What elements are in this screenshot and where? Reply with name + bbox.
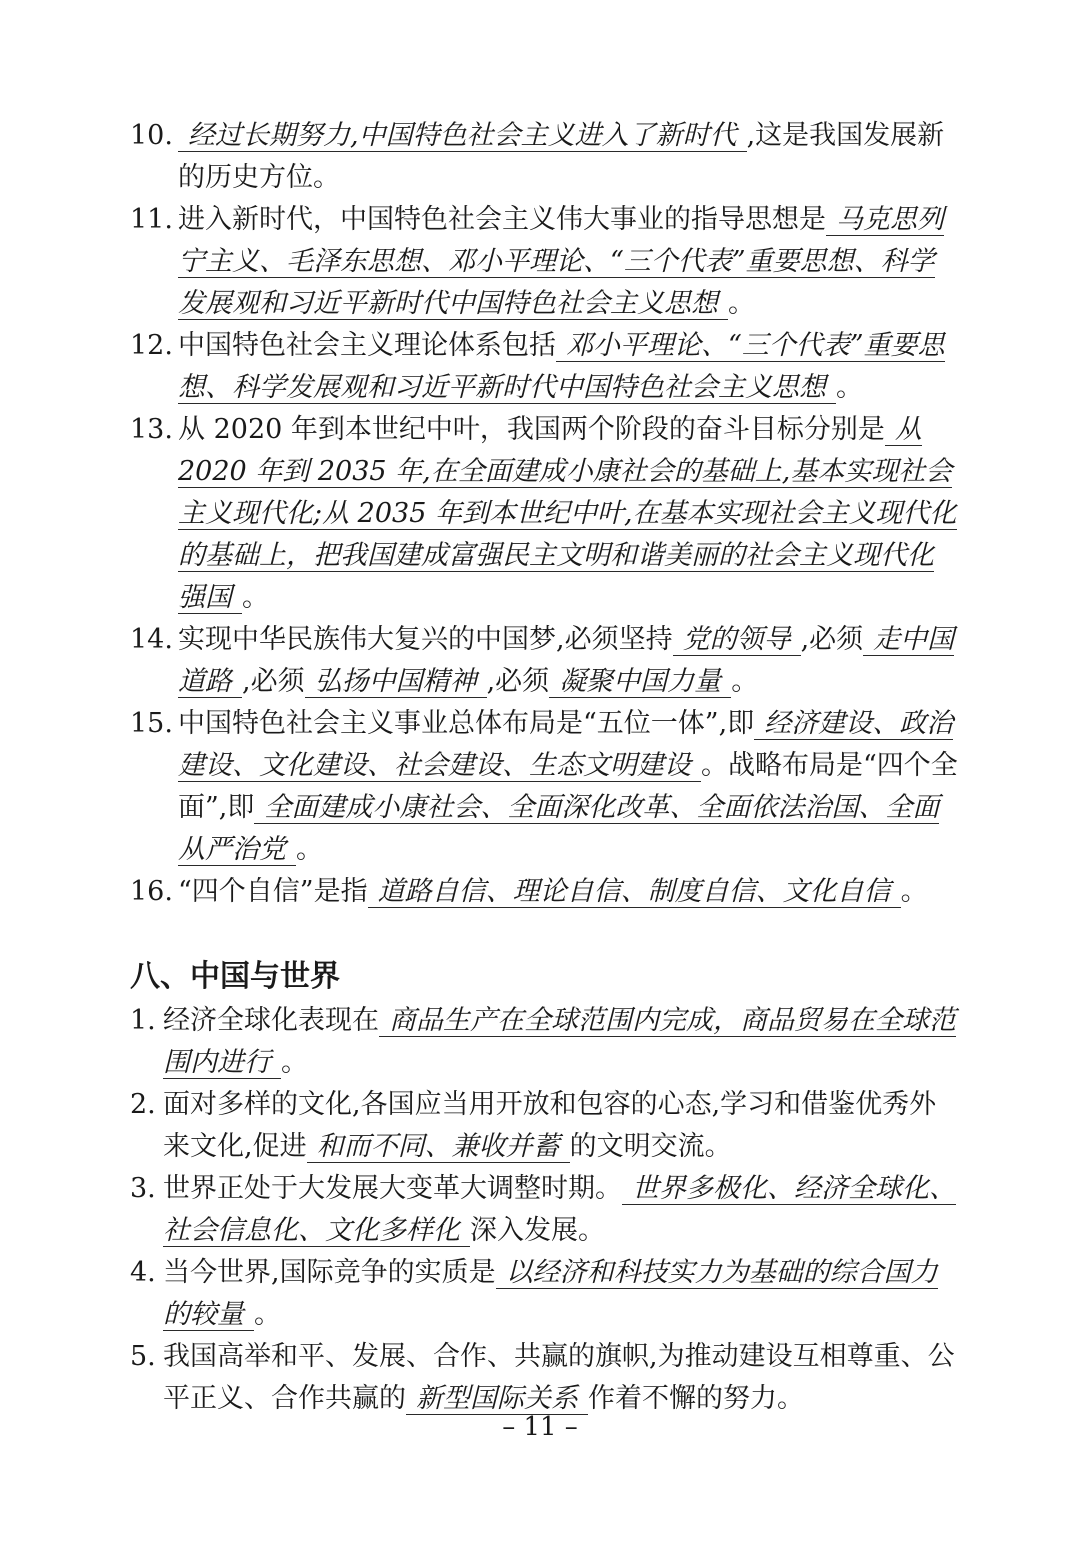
question-text: 。 [731, 666, 759, 697]
question-text: 。 [296, 834, 323, 865]
question-text: 经济全球化表现在 [163, 1005, 379, 1036]
item-number: 1. [130, 1005, 156, 1036]
question-text: 。 [254, 1299, 281, 1330]
item-number: 14. [130, 624, 173, 655]
question-item [130, 1000, 960, 1084]
page-number: – 11 – [502, 1412, 578, 1442]
question-item [130, 199, 960, 325]
item-number: 4. [130, 1257, 156, 1288]
question-text: 我国高举和平、发展、合作、共赢的旗帜,为推动建设互相尊重、公平正义、合作共赢的 [163, 1341, 955, 1414]
section-7-list [130, 115, 960, 913]
question-item [130, 1336, 960, 1420]
question-text: ,必须 [242, 666, 305, 697]
question-text: 中国特色社会主义事业总体布局是“五位一体”,即 [178, 708, 755, 739]
answer-blank: 以经济和科技实力为基础的综合国力的较量 [163, 1257, 938, 1330]
answer-blank: 马克思列宁主义、毛泽东思想、邓小平理论、“三个代表”重要思想、科学发展观和习近平新时代中国特色社会主义思想 [178, 204, 944, 319]
answer-blank: 经济建设、政治建设、文化建设、社会建设、生态文明建设 [178, 708, 954, 781]
question-text: 。 [900, 876, 928, 907]
question-text: “四个自信”是指 [178, 876, 368, 907]
question-text: 。 [281, 1047, 308, 1078]
answer-blank: 弘扬中国精神 [305, 666, 487, 698]
question-text: 。 [242, 582, 269, 613]
question-text: 当今世界,国际竞争的实质是 [163, 1257, 496, 1288]
question-item [130, 325, 960, 409]
answer-blank: 新型国际关系 [406, 1383, 588, 1415]
item-number: 2. [130, 1089, 156, 1120]
answer-blank: 走中国道路 [178, 624, 955, 697]
section-8-list [130, 1000, 960, 1420]
question-text: 面对多样的文化,各国应当用开放和包容的心态,学习和借鉴优秀外来文化,促进 [163, 1089, 937, 1162]
question-text: 实现中华民族伟大复兴的中国梦,必须坚持 [178, 624, 673, 655]
answer-blank: 和而不同、兼收并蓄 [307, 1131, 570, 1163]
question-item [130, 1084, 960, 1168]
item-number: 13. [130, 414, 173, 445]
item-number: 15. [130, 708, 173, 739]
question-text: ,这是我国发展新的历史方位。 [178, 120, 945, 193]
item-number: 3. [130, 1173, 156, 1204]
item-number: 16. [130, 876, 173, 907]
answer-blank: 从 2020 年到 2035 年,在全面建成小康社会的基础上,基本实现社会主义现代化;从 2035 年到本世纪中叶,在基本实现社会主义现代化的基础上，把我国建成富强民主文明和谐美丽的社会主义现代化强国 [178, 414, 957, 613]
question-text: ,必须 [800, 624, 864, 655]
section-title: 八、中国与世界 [130, 959, 340, 994]
question-text: 深入发展。 [470, 1215, 605, 1246]
answer-blank: 邓小平理论、“三个代表”重要思想、科学发展观和习近平新时代中国特色社会主义思想 [178, 330, 945, 403]
question-text: 从 2020 年到本世纪中叶，我国两个阶段的奋斗目标分别是 [178, 414, 885, 445]
question-item [130, 871, 960, 913]
question-text: ,必须 [486, 666, 550, 697]
answer-blank: 党的领导 [673, 624, 801, 656]
question-text: 作着不懈的努力。 [588, 1383, 804, 1414]
question-item [130, 703, 960, 871]
question-text: 世界正处于大发展大变革大调整时期。 [163, 1173, 622, 1204]
question-text: 的文明交流。 [569, 1131, 732, 1162]
answer-blank: 道路自信、理论自信、制度自信、文化自信 [368, 876, 901, 908]
item-number: 10. [130, 120, 173, 151]
question-item [130, 1168, 960, 1252]
answer-blank: 商品生产在全球范围内完成，商品贸易在全球范围内进行 [163, 1005, 956, 1078]
item-number: 12. [130, 330, 173, 361]
question-item [130, 409, 960, 619]
question-item [130, 619, 960, 703]
question-text: 进入新时代，中国特色社会主义伟大事业的指导思想是 [178, 204, 826, 235]
question-text: 。 [728, 288, 755, 319]
answer-blank: 世界多极化、经济全球化、社会信息化、文化多样化 [163, 1173, 956, 1246]
question-item [130, 115, 960, 199]
item-number: 11. [130, 204, 173, 235]
answer-blank: 凝聚中国力量 [549, 666, 731, 698]
item-number: 5. [130, 1341, 156, 1372]
question-text: 。 [836, 372, 863, 403]
question-text: 中国特色社会主义理论体系包括 [178, 330, 556, 361]
question-item [130, 1252, 960, 1336]
answer-blank: 经过长期努力,中国特色社会主义进入了新时代 [178, 120, 747, 152]
answer-blank: 全面建成小康社会、全面深化改革、全面依法治国、全面从严治党 [178, 792, 940, 865]
question-text: 。战略布局是“四个全面”,即 [178, 750, 958, 823]
